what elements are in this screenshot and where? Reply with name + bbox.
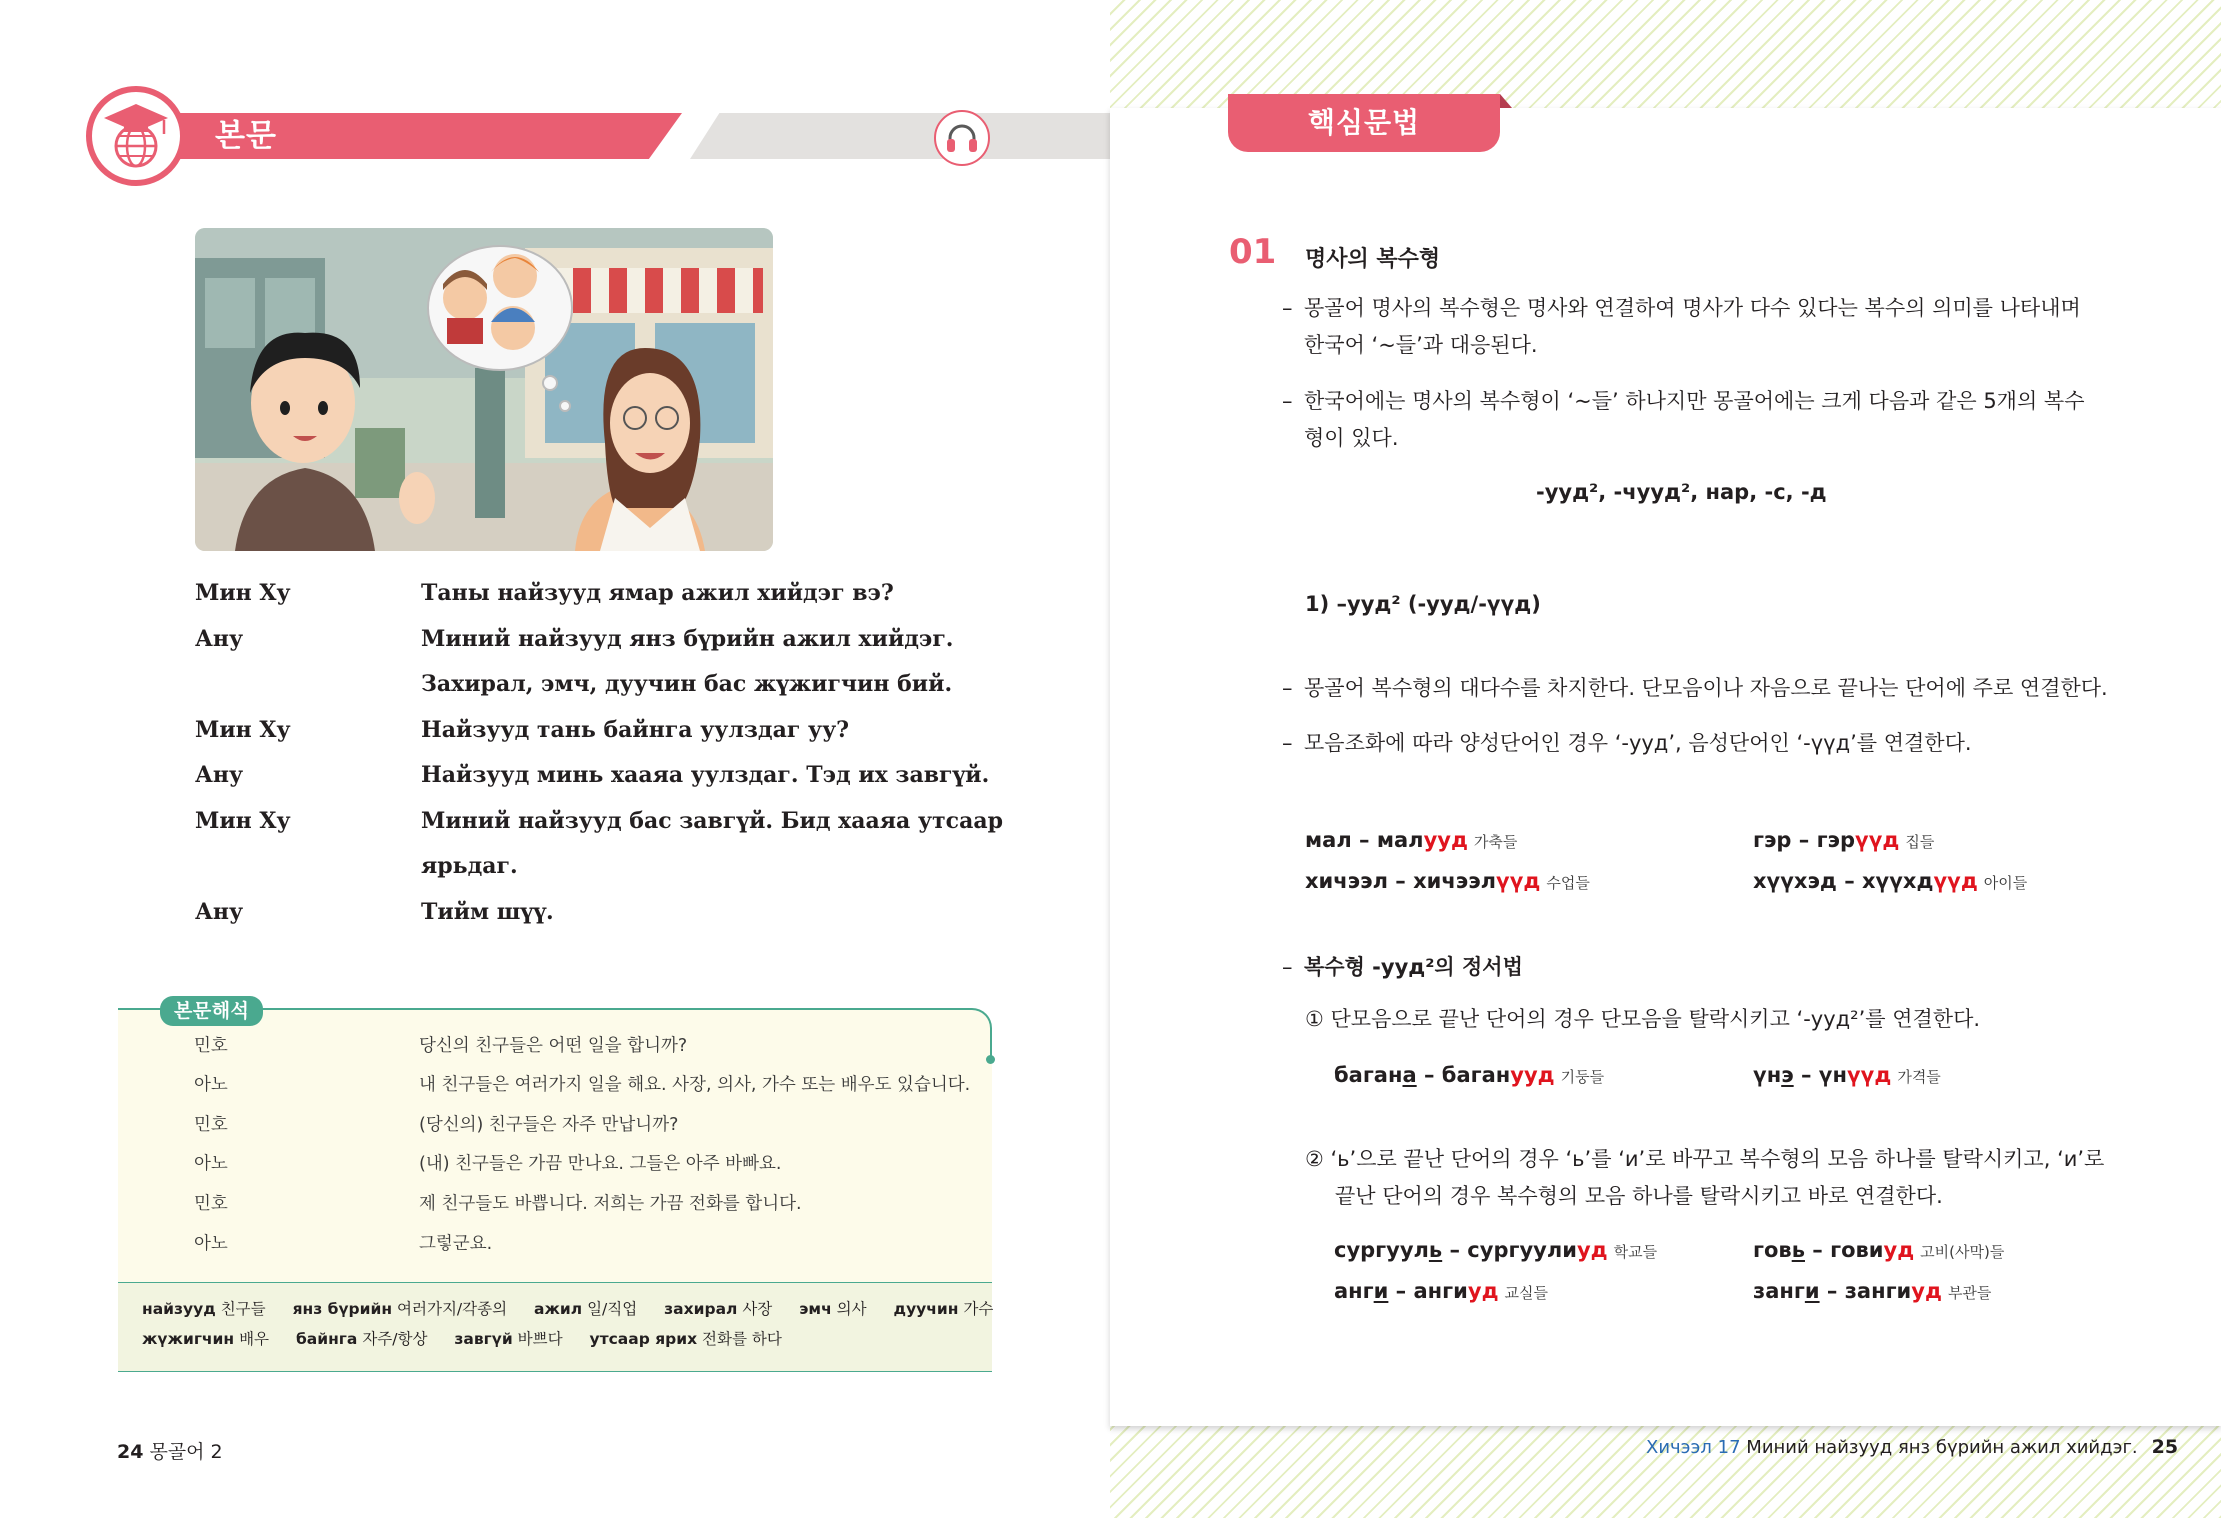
vocab-item: захирал 사장 xyxy=(664,1300,773,1318)
dialogue-row xyxy=(195,571,1015,617)
translation-text: 제 친구들도 바쁩니다. 저희는 가끔 전화를 합니다. xyxy=(419,1194,802,1214)
translation-row xyxy=(118,1026,992,1066)
rule-one: ① 단모음으로 끝난 단어의 경우 단모음을 탈락시키고 ‘-ууд²’를 연결한다. xyxy=(1305,1007,1981,1031)
vocab-item: жүжигчин 배우 xyxy=(142,1330,270,1348)
page-number: 24 xyxy=(117,1441,144,1463)
vocab-line xyxy=(142,1327,804,1349)
translation-tag: 본문해석 xyxy=(160,996,263,1026)
example: говь – говиуд 고비(사막)들 xyxy=(1753,1238,2005,1262)
example: хичээл – хичээлүүд 수업들 xyxy=(1305,869,1590,893)
page-footer-left xyxy=(117,1437,223,1464)
dialogue-speaker: Мин Ху xyxy=(195,807,291,834)
translation-row xyxy=(118,1184,992,1224)
dialogue-speaker: Ану xyxy=(195,625,244,652)
dialogue-line: Миний найзууд янз бүрийн ажил хийдэг. xyxy=(421,625,954,652)
example: үнэ – үнүүд 가격들 xyxy=(1753,1063,1941,1087)
dialogue-row xyxy=(195,708,1015,754)
translation-speaker: 아노 xyxy=(194,1234,228,1254)
vocabulary-box xyxy=(118,1282,992,1372)
section-number: 01 xyxy=(1229,232,1277,272)
vocab-item: дуучин 가수 xyxy=(893,1300,994,1318)
translation-speaker: 아노 xyxy=(194,1154,228,1174)
dialogue-speaker: Ану xyxy=(195,762,244,788)
translation-speaker: 민호 xyxy=(194,1115,228,1135)
translation-text: 내 친구들은 여러가지 일을 해요. 사장, 의사, 가수 또는 배우도 있습니다. xyxy=(419,1075,971,1095)
dialogue-row xyxy=(195,662,1015,708)
graduation-globe-icon xyxy=(86,86,186,186)
translation-text: 그렇군요. xyxy=(419,1234,493,1254)
dialogue-line: Найзууд тань байнга уулздаг уу? xyxy=(421,716,850,743)
translation-speaker: 아노 xyxy=(194,1075,228,1095)
example: багана – баганууд 기둥들 xyxy=(1334,1063,1605,1087)
dialogue-line: Найзууд минь хааяа уулздаг. Тэд их завгүй. xyxy=(421,762,990,788)
dialogue-speaker: Мин Ху xyxy=(195,580,291,606)
dialogue-speaker: Ану xyxy=(195,898,244,925)
example: гэр – гэрүүд 집들 xyxy=(1753,828,1935,852)
dialogue-illustration xyxy=(195,228,773,551)
example: занги – зангиуд 부관들 xyxy=(1753,1279,1992,1303)
page-footer-right xyxy=(1646,1436,2178,1458)
left-page xyxy=(0,0,1110,1518)
translation-speaker: 민호 xyxy=(194,1194,228,1214)
vocab-item: найзууд 친구들 xyxy=(142,1300,266,1318)
translation-text: 당신의 친구들은 어떤 일을 합니까? xyxy=(419,1036,688,1056)
grammar-tab-title: 핵심문법 xyxy=(1228,94,1500,152)
dialogue-speaker: Мин Ху xyxy=(195,716,291,743)
dialogue-row xyxy=(195,844,1015,890)
translation-box xyxy=(118,1000,994,1365)
dialogue-line: Тийм шүү. xyxy=(421,898,554,925)
headphones-icon[interactable] xyxy=(934,110,990,166)
translation-row xyxy=(118,1105,992,1145)
vocab-item: байнга 자주/항상 xyxy=(295,1330,428,1348)
example: мал – малууд 가축들 xyxy=(1305,828,1518,852)
example: хүүхэд – хүүхдүүд 아이들 xyxy=(1753,869,2028,893)
vocab-item: эмч 의사 xyxy=(799,1300,867,1318)
translation-text: (당신의) 친구들은 자주 만납니까? xyxy=(419,1115,679,1135)
translation-row xyxy=(118,1144,992,1184)
dialogue-text xyxy=(195,571,1015,935)
dialogue-row xyxy=(195,617,1015,663)
dialogue-line: Таны найзууд ямар ажил хийдэг вэ? xyxy=(421,580,894,606)
page-number: 25 xyxy=(2151,1436,2179,1458)
translation-speaker: 민호 xyxy=(194,1036,228,1056)
header-band-gray xyxy=(690,113,1110,159)
translation-text: (내) 친구들은 가끔 만나요. 그들은 아주 바빠요. xyxy=(419,1154,782,1174)
translation-row xyxy=(118,1224,992,1264)
subsection-title: 1) –ууд² (-ууд/-үүд) xyxy=(1305,592,1541,616)
vocab-line xyxy=(142,1297,1015,1319)
dialogue-line: ярьдаг. xyxy=(421,853,518,879)
dialogue-line: Миний найзууд бас завгүй. Бид хааяа утсаар xyxy=(421,807,1003,834)
lesson-title: Миний найзууд янз бүрийн ажил хийдэг. xyxy=(1746,1437,2138,1458)
header-band xyxy=(130,113,682,159)
vocab-item: ажил 일/직업 xyxy=(534,1300,638,1318)
dialogue-row xyxy=(195,799,1015,845)
dialogue-row xyxy=(195,753,1015,799)
right-page: 핵심문법 01 명사의 복수형 – 몽골어 명사의 복수형은 명사와 연결하여 명사가 다수 있다는 복수의 의미를 나타내며 한국어 ‘~들’과 대응된다. – 한국어에는 명사의 복수형이 ‘~들’ 하나지만 몽골어에는 크게 다음과 같은 5개의 복수 형이 있다. -ууд², -чууд², нар, -с, -д 1) –ууд² (-ууд/-үүд) – 몽골어 복수형의 대다수를 차지한다. 단모음이나 자음으로 끝나는 단어에 주로 연결한다. – 모음조화에 따라 양성단어인 경우 ‘-ууд’, 음성단어인 ‘-үүд’를 연결한다. мал – малууд 가축들 гэр – гэрүүд 집들 хичээл – хичээлүүд 수업들 хүүхэд – хүүхдүүд 아이들 – 복수형 -ууд²의 정서법 ① 단모음으로 끝난 단어의 경우 단모음을 탈락시키고 ‘-ууд²’를 연결한다. багана – баганууд 기둥들 үнэ – үнүүд 가격들 ② ‘ь’으로 끝난 단어의 경우 ‘ь’를 ‘и’로 바꾸고 복수형의 모음 하나를 탈락시키고, ‘и’로 끝난 단어의 경우 복수형의 모음 하나를 탈락시키고 바로 연결한다. сургууль – сургуулиуд 학교들 говь – говиуд 고비(사막)들 анги – ангиуд 교실들 занги – зангиуд 부관들 Хичээл 17 Миний найзууд янз бүрийн ажил хийдэг. 25 xyxy=(1110,0,2221,1518)
vocab-item: завгүй 바쁘다 xyxy=(454,1330,563,1348)
section-header-title: 본문 xyxy=(215,118,277,154)
section-title: 명사의 복수형 xyxy=(1305,247,1441,272)
example: сургууль – сургуулиуд 학교들 xyxy=(1334,1238,1658,1262)
dialogue-row xyxy=(195,890,1015,936)
vocab-item: утсаар ярих 전화를 하다 xyxy=(589,1330,782,1348)
example: анги – ангиуд 교실들 xyxy=(1334,1279,1549,1303)
translation-row xyxy=(118,1065,992,1105)
vocab-item: янз бүрийн 여러가지/각종의 xyxy=(292,1300,508,1318)
lesson-label: Хичээл 17 xyxy=(1646,1437,1741,1458)
dialogue-line: Захирал, эмч, дуучин бас жүжигчин бий. xyxy=(421,671,953,697)
book-title: 몽골어 2 xyxy=(149,1441,223,1463)
suffix-list: -ууд², -чууд², нар, -с, -д xyxy=(1536,480,1827,504)
